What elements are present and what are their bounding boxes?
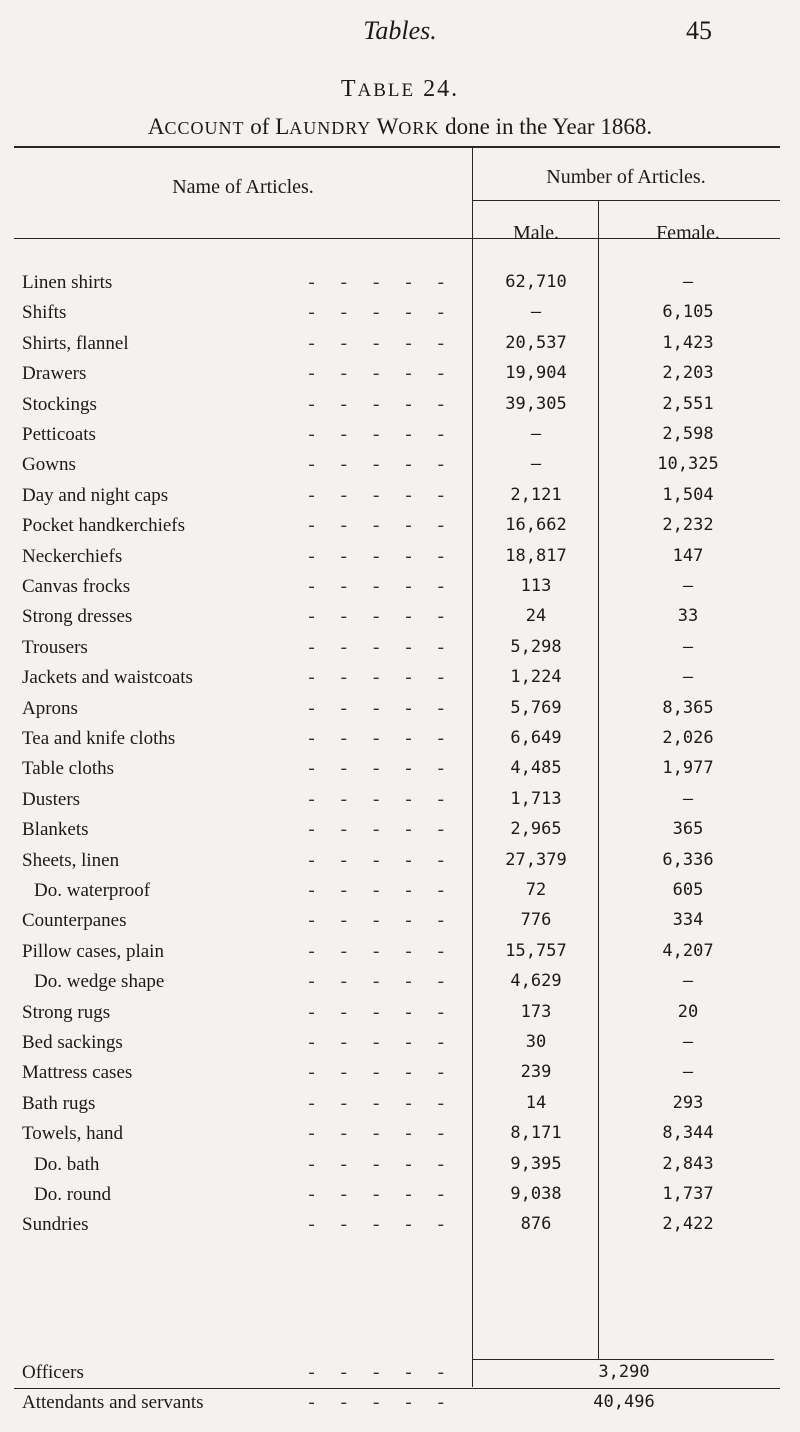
female-count: — xyxy=(682,1062,694,1082)
caption-part: L xyxy=(275,114,290,139)
male-count: 5,298 xyxy=(510,637,562,657)
leader-dots: ----- xyxy=(308,941,470,962)
table-row xyxy=(0,698,800,728)
female-count: 2,843 xyxy=(662,1154,714,1174)
table-row xyxy=(0,394,800,424)
leader-dots: ----- xyxy=(308,1362,470,1383)
leader-dots: ----- xyxy=(308,546,470,567)
table-row xyxy=(0,819,800,849)
female-count: 8,344 xyxy=(662,1123,714,1143)
caption-part: done in the Year 1868. xyxy=(445,114,653,139)
female-count: — xyxy=(682,971,694,991)
male-column-header: Male. xyxy=(512,222,560,244)
male-count: 15,757 xyxy=(505,941,567,961)
female-count: 605 xyxy=(672,880,704,900)
leader-dots: ----- xyxy=(308,1093,470,1114)
article-name: Pocket handkerchiefs xyxy=(22,515,186,536)
male-count: 6,649 xyxy=(510,728,562,748)
article-name: Linen shirts xyxy=(22,272,113,293)
leader-dots: ----- xyxy=(308,1032,470,1053)
totals-row xyxy=(0,1392,800,1422)
totals-row xyxy=(0,1362,800,1392)
female-count: — xyxy=(682,576,694,596)
table-top-rule xyxy=(14,146,780,148)
male-count: 4,485 xyxy=(510,758,562,778)
article-name: Trousers xyxy=(22,637,88,658)
male-count: 1,713 xyxy=(510,789,562,809)
male-count: 113 xyxy=(520,576,552,596)
male-count: 62,710 xyxy=(505,272,567,292)
article-name: Tea and knife cloths xyxy=(22,728,176,749)
article-name: Aprons xyxy=(22,698,78,719)
female-count: 1,737 xyxy=(662,1184,714,1204)
table-row xyxy=(0,728,800,758)
article-name: Gowns xyxy=(22,454,76,475)
table-row xyxy=(0,576,800,606)
female-count: 1,423 xyxy=(662,333,714,353)
female-count: 1,977 xyxy=(662,758,714,778)
table-row xyxy=(0,1062,800,1092)
leader-dots: ----- xyxy=(308,698,470,719)
female-count: — xyxy=(682,1032,694,1052)
leader-dots: ----- xyxy=(308,819,470,840)
article-name: Petticoats xyxy=(22,424,96,445)
article-name: Strong dresses xyxy=(22,606,133,627)
table-caption xyxy=(0,114,800,140)
table-row xyxy=(0,910,800,940)
name-column-header: Name of Articles. xyxy=(172,176,314,198)
caption-part: CCOUNT xyxy=(164,118,245,138)
leader-dots: ----- xyxy=(308,1123,470,1144)
female-count: — xyxy=(682,789,694,809)
leader-dots: ----- xyxy=(308,1214,470,1235)
leader-dots: ----- xyxy=(308,333,470,354)
female-count: 2,551 xyxy=(662,394,714,414)
article-name: Sundries xyxy=(22,1214,89,1235)
female-count: — xyxy=(682,667,694,687)
female-count: 2,422 xyxy=(662,1214,714,1234)
table-row xyxy=(0,272,800,302)
article-name: Blankets xyxy=(22,819,89,840)
male-count: 39,305 xyxy=(505,394,567,414)
table-row xyxy=(0,485,800,515)
male-count: 27,379 xyxy=(505,850,567,870)
leader-dots: ----- xyxy=(308,1154,470,1175)
female-column-header: Female. xyxy=(656,222,720,244)
leader-dots: ----- xyxy=(308,667,470,688)
running-header xyxy=(0,16,800,50)
running-title: Tables. xyxy=(363,16,437,45)
table-row xyxy=(0,333,800,363)
table-row xyxy=(0,1123,800,1153)
caption-part: A xyxy=(147,114,165,139)
article-name: Dusters xyxy=(22,789,81,810)
leader-dots: ----- xyxy=(308,1002,470,1023)
leader-dots: ----- xyxy=(308,910,470,931)
article-name: Shirts, flannel xyxy=(22,333,129,354)
article-name: Do. bath xyxy=(34,1154,100,1175)
male-count: 8,171 xyxy=(510,1123,562,1143)
leader-dots: ----- xyxy=(308,789,470,810)
table-row xyxy=(0,941,800,971)
male-count: 19,904 xyxy=(505,363,567,383)
male-count: 4,629 xyxy=(510,971,562,991)
table-row xyxy=(0,1032,800,1062)
table-row xyxy=(0,789,800,819)
leader-dots: ----- xyxy=(308,1062,470,1083)
leader-dots: ----- xyxy=(308,1392,470,1413)
article-name: Bed sackings xyxy=(22,1032,123,1053)
article-name: Towels, hand xyxy=(22,1123,124,1144)
table-number-num: 24. xyxy=(423,76,460,102)
caption-part: W xyxy=(376,114,399,139)
article-name: Do. wedge shape xyxy=(34,971,165,992)
caption-part: AUNDRY xyxy=(289,118,372,138)
leader-dots: ----- xyxy=(308,272,470,293)
leader-dots: ----- xyxy=(308,637,470,658)
totals-top-rule xyxy=(472,1359,774,1360)
article-name: Jackets and waistcoats xyxy=(22,667,193,688)
female-count: 10,325 xyxy=(657,454,719,474)
table-row xyxy=(0,667,800,697)
article-name: Day and night caps xyxy=(22,485,169,506)
leader-dots: ----- xyxy=(308,515,470,536)
female-count: 2,026 xyxy=(662,728,714,748)
table-row xyxy=(0,1093,800,1123)
male-count: 9,395 xyxy=(510,1154,562,1174)
leader-dots: ----- xyxy=(308,880,470,901)
female-count: 147 xyxy=(672,546,704,566)
female-count: 2,598 xyxy=(662,424,714,444)
totals-name: Officers xyxy=(22,1362,84,1383)
leader-dots: ----- xyxy=(308,394,470,415)
female-count: 20 xyxy=(677,1002,699,1022)
leader-dots: ----- xyxy=(308,424,470,445)
table-row xyxy=(0,515,800,545)
male-count: 14 xyxy=(525,1093,547,1113)
table-row xyxy=(0,758,800,788)
table-number xyxy=(0,76,800,103)
leader-dots: ----- xyxy=(308,728,470,749)
article-name: Shifts xyxy=(22,302,67,323)
caption-part: ORK xyxy=(398,118,440,138)
article-name: Pillow cases, plain xyxy=(22,941,164,962)
caption-part: of xyxy=(250,114,270,139)
male-count: 239 xyxy=(520,1062,552,1082)
table-row xyxy=(0,363,800,393)
female-count: 293 xyxy=(672,1093,704,1113)
article-name: Neckerchiefs xyxy=(22,546,123,567)
female-count: 33 xyxy=(677,606,699,626)
leader-dots: ----- xyxy=(308,454,470,475)
leader-dots: ----- xyxy=(308,758,470,779)
male-count: 2,965 xyxy=(510,819,562,839)
totals-value: 40,496 xyxy=(593,1392,655,1412)
table-row xyxy=(0,880,800,910)
table-number-prefix: T xyxy=(340,76,358,102)
article-name: Canvas frocks xyxy=(22,576,131,597)
article-name: Drawers xyxy=(22,363,87,384)
leader-dots: ----- xyxy=(308,363,470,384)
table-row xyxy=(0,546,800,576)
page-number: 45 xyxy=(686,16,712,45)
leader-dots: ----- xyxy=(308,485,470,506)
male-count: 5,769 xyxy=(510,698,562,718)
article-name: Mattress cases xyxy=(22,1062,133,1083)
female-count: 1,504 xyxy=(662,485,714,505)
male-count: 173 xyxy=(520,1002,552,1022)
female-count: 4,207 xyxy=(662,941,714,961)
male-count: — xyxy=(530,454,542,474)
table-row xyxy=(0,1214,800,1244)
article-name: Table cloths xyxy=(22,758,115,779)
number-group-header: Number of Articles. xyxy=(546,166,706,188)
female-count: 2,203 xyxy=(662,363,714,383)
article-name: Do. round xyxy=(34,1184,112,1205)
male-count: — xyxy=(530,302,542,322)
male-count: 9,038 xyxy=(510,1184,562,1204)
female-count: 2,232 xyxy=(662,515,714,535)
female-count: 6,336 xyxy=(662,850,714,870)
table-row xyxy=(0,302,800,332)
female-count: 365 xyxy=(672,819,704,839)
leader-dots: ----- xyxy=(308,850,470,871)
table-row xyxy=(0,850,800,880)
article-name: Do. waterproof xyxy=(34,880,151,901)
article-name: Strong rugs xyxy=(22,1002,111,1023)
female-count: 6,105 xyxy=(662,302,714,322)
female-count: — xyxy=(682,637,694,657)
article-name: Counterpanes xyxy=(22,910,127,931)
female-count: 334 xyxy=(672,910,704,930)
male-count: — xyxy=(530,424,542,444)
group-divider-rule xyxy=(472,200,780,201)
male-count: 30 xyxy=(525,1032,547,1052)
leader-dots: ----- xyxy=(308,971,470,992)
male-count: 2,121 xyxy=(510,485,562,505)
leader-dots: ----- xyxy=(308,606,470,627)
article-name: Bath rugs xyxy=(22,1093,96,1114)
male-count: 20,537 xyxy=(505,333,567,353)
table-row xyxy=(0,1184,800,1214)
male-count: 24 xyxy=(525,606,547,626)
article-name: Sheets, linen xyxy=(22,850,120,871)
male-count: 1,224 xyxy=(510,667,562,687)
male-count: 72 xyxy=(525,880,547,900)
leader-dots: ----- xyxy=(308,302,470,323)
male-count: 776 xyxy=(520,910,552,930)
table-row xyxy=(0,971,800,1001)
table-row xyxy=(0,1002,800,1032)
female-count: — xyxy=(682,272,694,292)
table-row xyxy=(0,606,800,636)
totals-name: Attendants and servants xyxy=(22,1392,204,1413)
table-row xyxy=(0,1154,800,1184)
article-name: Stockings xyxy=(22,394,97,415)
leader-dots: ----- xyxy=(308,1184,470,1205)
leader-dots: ----- xyxy=(308,576,470,597)
table-row xyxy=(0,424,800,454)
male-count: 876 xyxy=(520,1214,552,1234)
male-count: 16,662 xyxy=(505,515,567,535)
table-row xyxy=(0,454,800,484)
table-number-rest: ABLE xyxy=(357,80,416,101)
table-row xyxy=(0,637,800,667)
female-count: 8,365 xyxy=(662,698,714,718)
totals-value: 3,290 xyxy=(598,1362,650,1382)
male-count: 18,817 xyxy=(505,546,567,566)
